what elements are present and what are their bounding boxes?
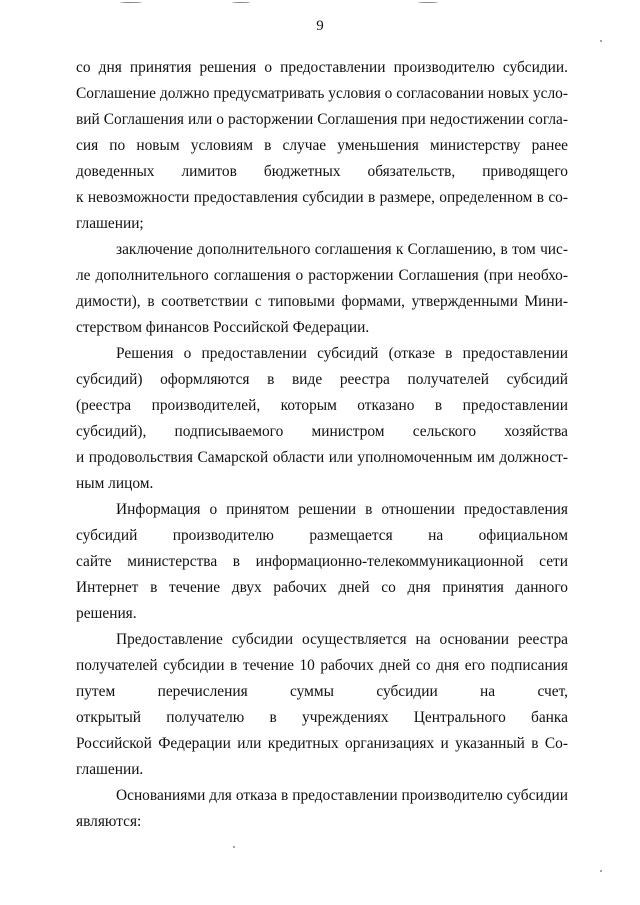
text-line: доведенных лимитов бюджетных обязательств, приводящего	[76, 163, 568, 180]
scan-speck	[600, 40, 602, 42]
text-line: Соглашение должно предусматривать условия о согласовании новых усло-	[76, 85, 568, 102]
scan-mark	[418, 2, 438, 3]
text-line: Основаниями для отказа в предоставлении производителю субсидии	[116, 787, 568, 804]
scan-mark	[120, 2, 142, 3]
scan-speck	[233, 846, 235, 848]
text-line: вий Соглашения или о расторжении Соглашения при недостижении согла-	[76, 111, 568, 128]
text-line: открытый получателю в учреждениях Центрального банка	[76, 709, 568, 726]
page-number: 9	[316, 18, 324, 34]
text-line: заключение дополнительного соглашения к Соглашению, в том чис-	[116, 241, 568, 258]
text-line: путем перечисления суммы субсидии на счет,	[76, 683, 568, 700]
text-line: димости), в соответствии с типовыми формами, утвержденными Мини-	[76, 293, 568, 310]
text-line: сия по новым условиям в случае уменьшения министерству ранее	[76, 137, 568, 154]
text-line: Российской Федерации или кредитных организациях и указанный в Со-	[76, 735, 568, 752]
text-line: Информация о принятом решении в отношении предоставления	[116, 501, 568, 518]
text-line: ным лицом.	[76, 475, 154, 492]
text-line: Предоставление субсидии осуществляется на основании реестра	[116, 631, 568, 648]
text-line: ле дополнительного соглашения о расторжении Соглашения (при необхо-	[76, 267, 568, 284]
text-line: и продовольствия Самарской области или уполномоченным им должност-	[76, 449, 568, 466]
text-line: получателей субсидии в течение 10 рабочих дней со дня его подписания	[76, 657, 568, 674]
text-line: субсидий производителю размещается на официальном	[76, 527, 568, 544]
text-line: Решения о предоставлении субсидий (отказе в предоставлении	[116, 345, 568, 362]
text-line: Интернет в течение двух рабочих дней со дня принятия данного	[76, 579, 568, 596]
text-line: решения.	[76, 605, 137, 622]
scan-speck	[600, 870, 602, 872]
text-line: стерством финансов Российской Федерации.	[76, 319, 370, 336]
text-line: являются:	[76, 813, 142, 830]
scan-mark	[232, 2, 250, 3]
text-line: субсидий) оформляются в виде реестра получателей субсидий	[76, 371, 568, 388]
text-line: субсидий), подписываемого министром сельского хозяйства	[76, 423, 568, 440]
text-line: (реестра производителей, которым отказано в предоставлении	[76, 397, 568, 414]
text-line: сайте министерства в информационно-телекоммуникационной сети	[76, 553, 568, 570]
text-line: со дня принятия решения о предоставлении производителю субсидии.	[76, 59, 568, 76]
text-line: глашении.	[76, 761, 144, 778]
text-line: к невозможности предоставления субсидии в размере, определенном в со-	[76, 189, 568, 206]
text-line: глашении;	[76, 215, 144, 232]
